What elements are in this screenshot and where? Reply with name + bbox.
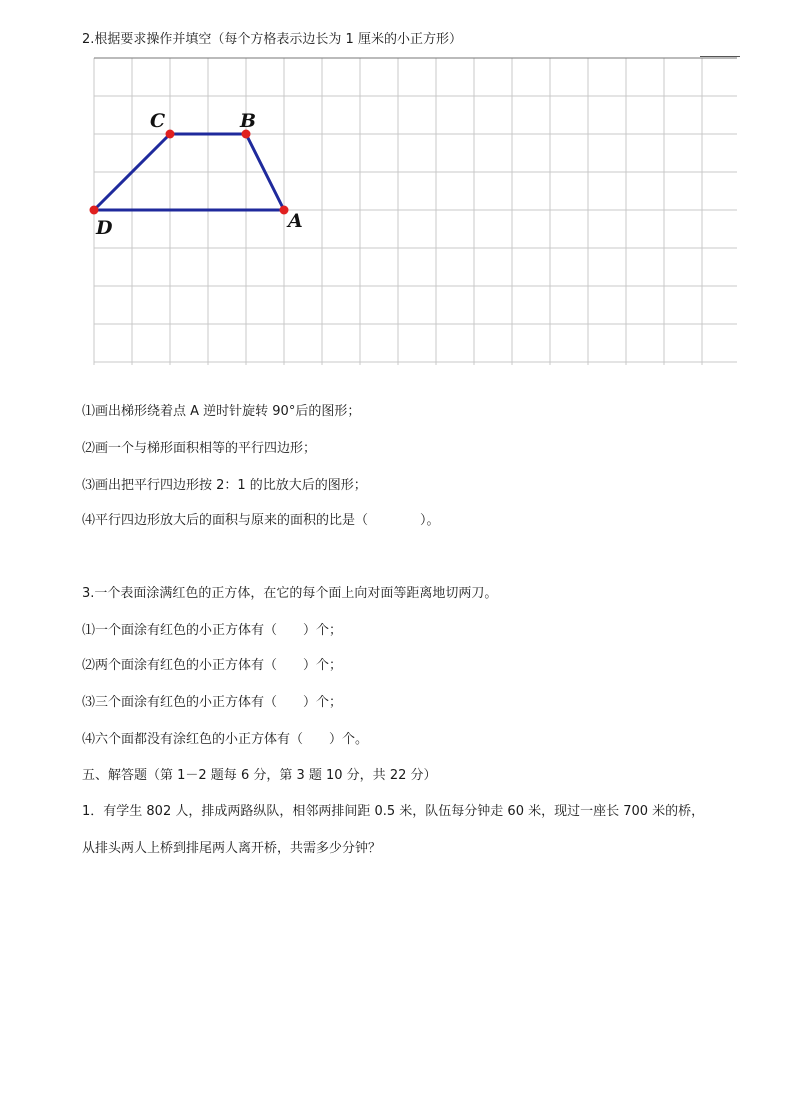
question-3-title: 3.一个表面涂满红色的正方体，在它的每个面上向对面等距离地切两刀。: [82, 586, 498, 601]
q3-item-3: ⑶三个面涂有红色的小正方体有（ ）个；: [82, 695, 343, 710]
grid-figure: [0, 0, 790, 380]
q2-item-1: ⑴画出梯形绕着点 A 逆时针旋转 90°后的图形；: [82, 404, 361, 419]
q2-item-2: ⑵画一个与梯形面积相等的平行四边形；: [82, 441, 317, 456]
vertex-label-b: B: [240, 110, 257, 132]
grid-svg: [0, 0, 790, 380]
q2-item-4: ⑷平行四边形放大后的面积与原来的面积的比是（ ）。: [82, 513, 440, 528]
vertex-label-c: C: [150, 110, 166, 132]
problem-1-line-2: 从排头两人上桥到排尾两人离开桥，共需多少分钟？: [82, 841, 382, 856]
vertex-point-d: [90, 206, 99, 215]
q2-item-3: ⑶画出把平行四边形按 2：1 的比放大后的图形；: [82, 478, 367, 493]
question-2-title: 2.根据要求操作并填空（每个方格表示边长为 1 厘米的小正方形）: [82, 32, 462, 47]
section-5-heading: 五、解答题（第 1－2 题每 6 分，第 3 题 10 分，共 22 分）: [82, 768, 437, 783]
vertex-label-d: D: [96, 217, 113, 239]
q3-item-4: ⑷六个面都没有涂红色的小正方体有（ ）个。: [82, 732, 369, 747]
q3-item-1: ⑴一个面涂有红色的小正方体有（ ）个；: [82, 623, 343, 638]
vertex-label-a: A: [288, 210, 303, 232]
q3-item-2: ⑵两个面涂有红色的小正方体有（ ）个；: [82, 658, 343, 673]
vertex-point-c: [166, 130, 175, 139]
problem-1-line-1: 1．有学生 802 人，排成两路纵队，相邻两排间距 0.5 米，队伍每分钟走 60 米，现过一座长 700 米的桥，: [82, 804, 705, 819]
